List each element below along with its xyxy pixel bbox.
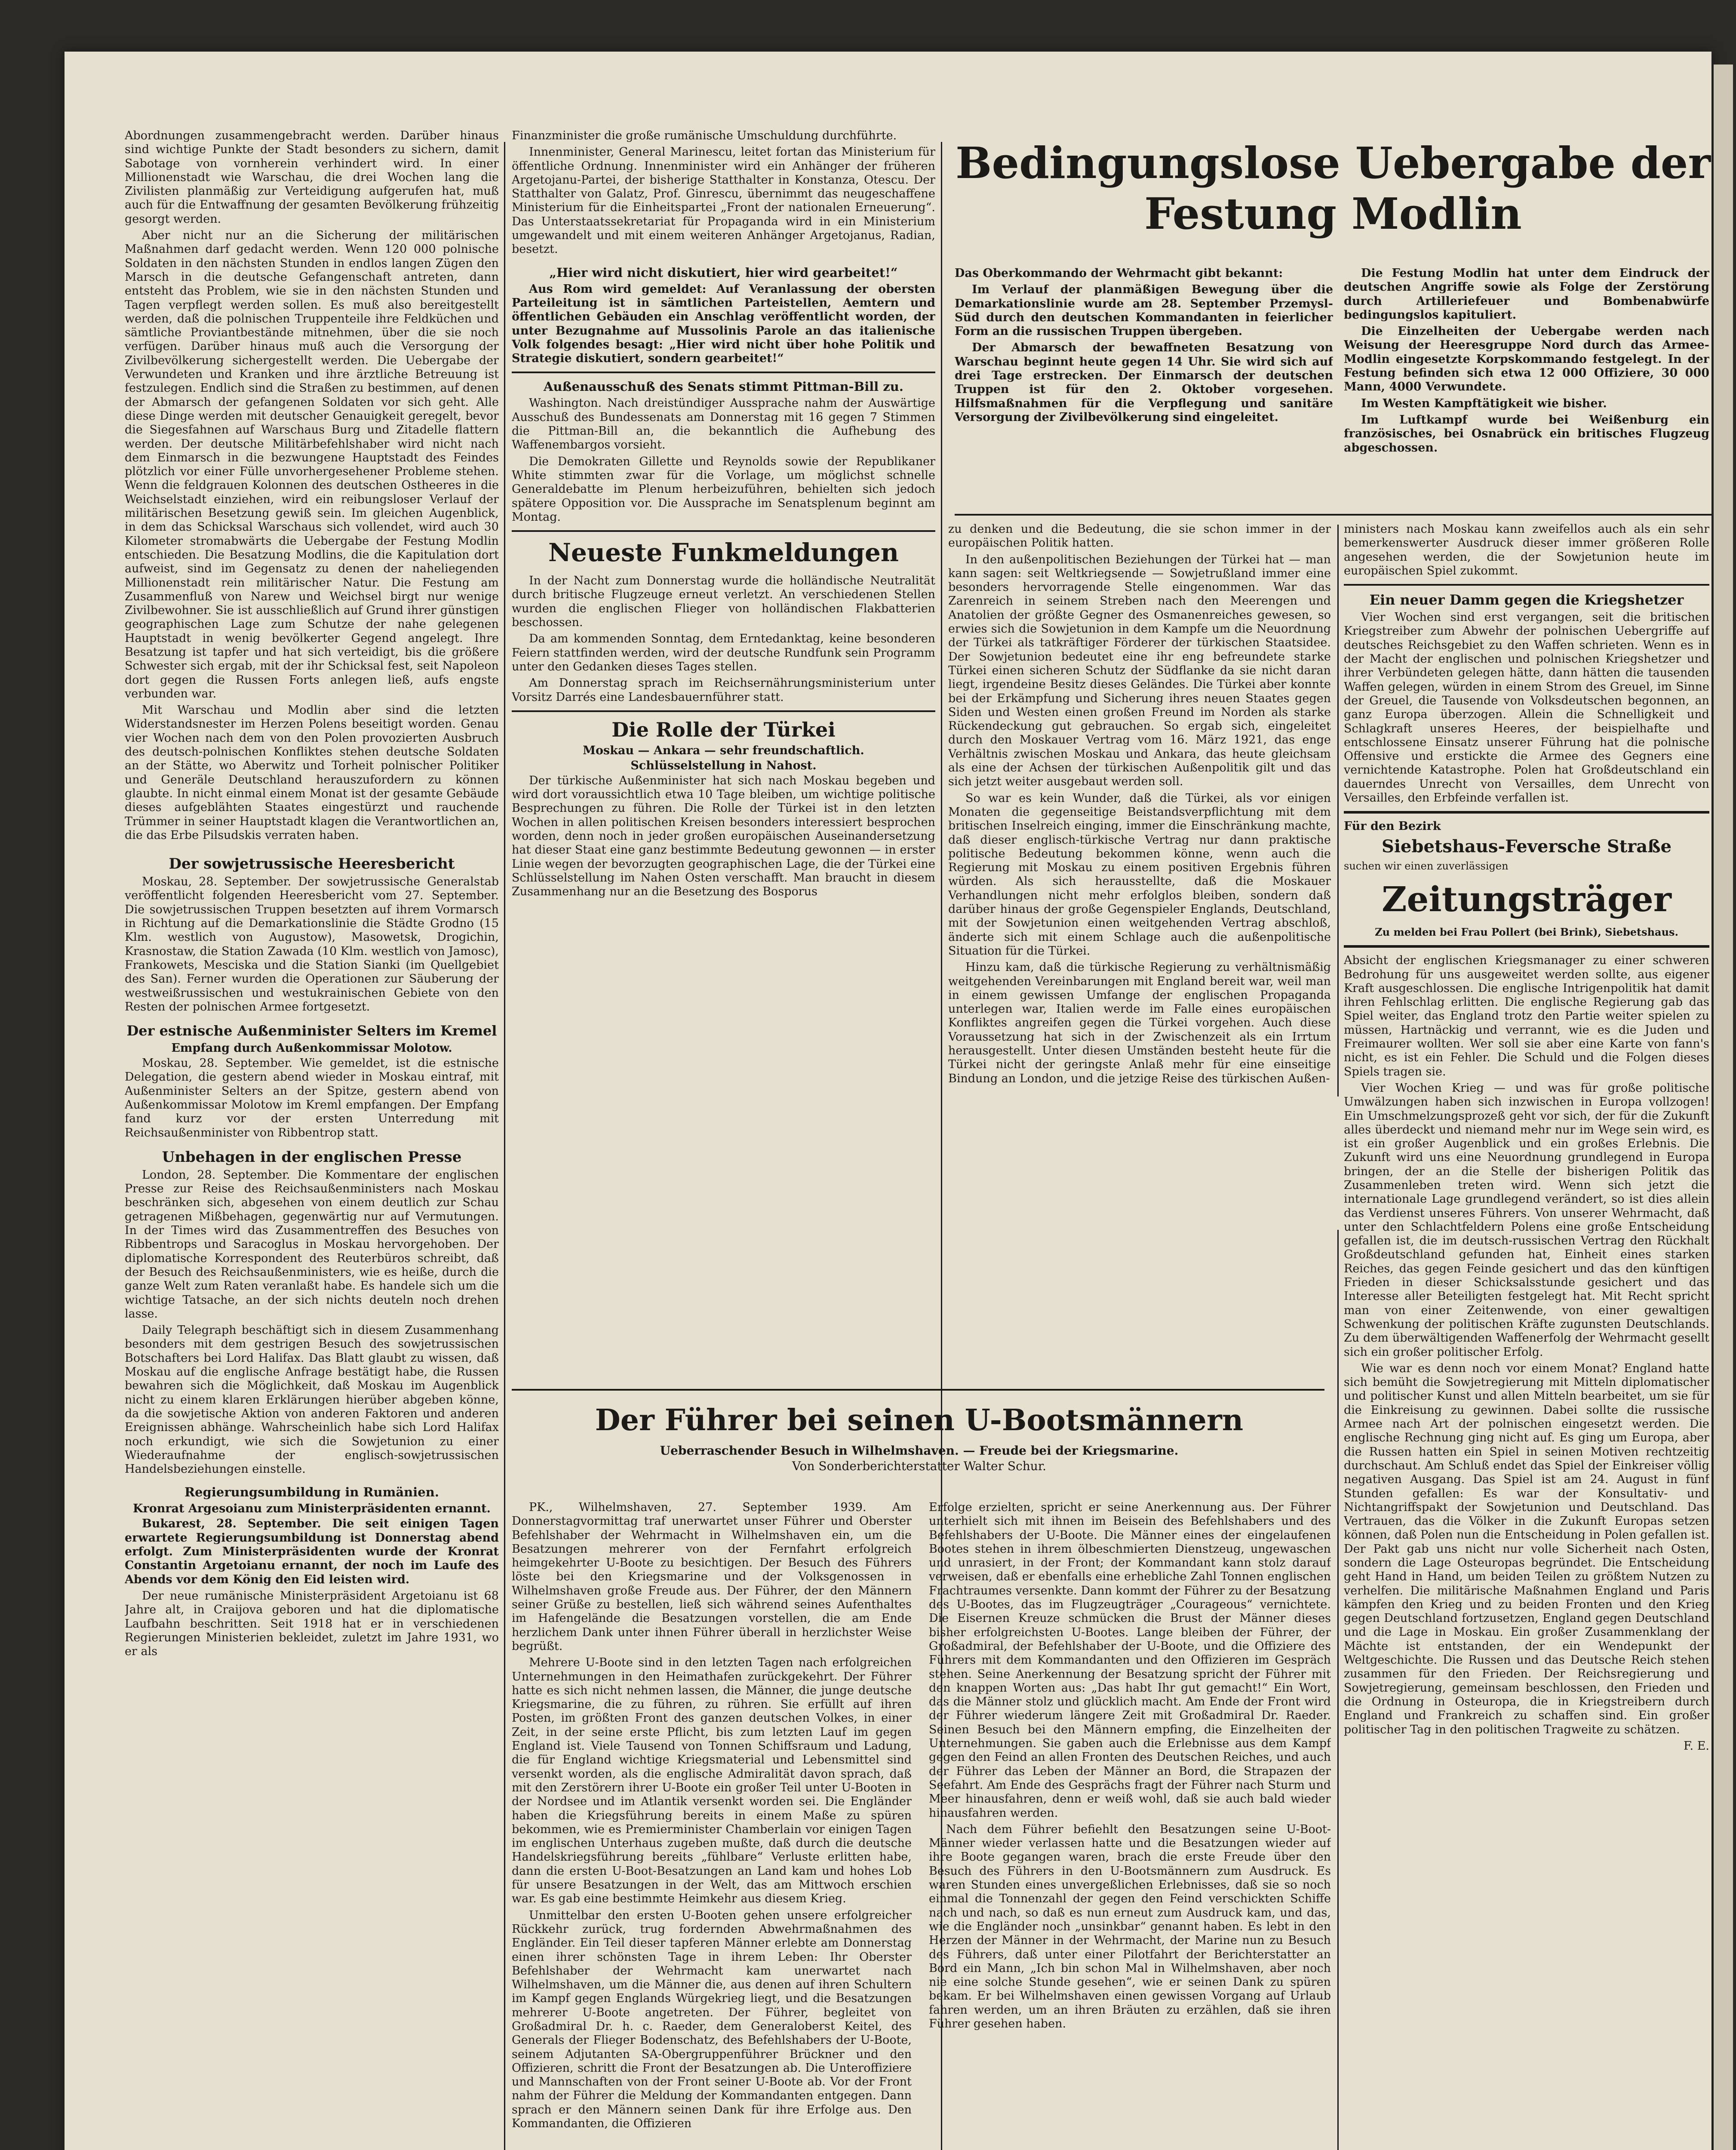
col2-paragraph-3: Aus Rom wird gemeldet: Auf Veranlassung der obersten Parteileitung ist in sämtlichen Parteistellen, Aemtern und öffentlichen Gebäuden ein Anschlag veröffentlicht worden, der unter Bezugnahme auf Mussolinis Parole an das italienische Volk folgendes besagt: „Hier wird nicht über hohe Politik und Strategie diskutiert, sondern gearbeitet!“ bbox=[512, 282, 935, 366]
col4-paragraph-4: Vier Wochen Krieg — und was für große politische Umwälzungen haben sich inzwischen in Europa vollzogen! Ein Umschmelzungsprozeß geht vor sich, der für die Zukunft alles überdeckt und niemand mehr nur im Wege sein wird, es ist ein großer Augenblick und ein großes Erlebnis. Die Zukunft wird uns eine Neuordnung grundlegend in Europa bringen, der an die Stelle der bisherigen Politik das Zusammenleben treten wird. Wenn sich jetzt die internationale Lage grundlegend verändert, so ist dies allein das Verdienst unseres Führers. Von unserer Wehrmacht, daß unter den Schlachtfeldern Polens eine große Entscheidung gefallen ist, die im deutsch-russischen Vertrag den Rückhalt Großdeutschland gefunden hat, Einheit eines starken Reiches, das gegen Feinde gesichert und das den künftigen Frieden in dieser Schicksalsstunde gesichert und das Interesse aller Beteiligten festgelegt hat. Mit Recht spricht man von einer Zeitenwende, von einer gewaltigen Schwenkung der politischen Kräfte zugunsten Deutschlands. Zu dem überwältigenden Waffenerfolg der Wehrmacht gesellt sich ein großer politischer Erfolg. bbox=[1344, 1081, 1709, 1359]
column-rule-4 bbox=[1337, 1230, 1339, 2150]
col4-ad-rule-bottom bbox=[1344, 945, 1709, 948]
col1-paragraph-1: Abordnungen zusammengebracht werden. Darüber hinaus sind wichtige Punkte der Stadt besonders zu sichern, damit Sabotage von vornherein verhindert wird. In einer Millionenstadt wie Warschau, die drei Wochen lang die Zivilisten planmäßig zur Verteidigung aufgerufen hat, muß auch für die Entwaffnung der gesamten Bevölkerung frühzeitig gesorgt werden. bbox=[125, 129, 499, 226]
col2-paragraph-5: Die Demokraten Gillette und Reynolds sowie der Republikaner White stimmten zwar für die Vorlage, um möglichst schnelle Generaldebatte im Plenum herbeizuführen, behielten sich jedoch spätere Opposition vor. Die Aussprache im Senatsplenum beginnt am Montag. bbox=[512, 455, 935, 524]
feature-rule bbox=[512, 1389, 1324, 1391]
column-3 bbox=[948, 522, 1331, 1378]
feature-paragraph-4: Erfolge erzielten, spricht er seine Anerkennung aus. Der Führer unterhielt sich mit ihnen im Beisein des Befehlshabers und des Befehlshabers der U-Boote. Die Männer eines der eingelaufenen Bootes stehen in ihrem ölbeschmierten Dienstzeug, ungewaschen und unrasiert, in der Front; der Kommandant kann stolz darauf verweisen, daß er ebenfalls eine erhebliche Zahl Tonnen englischen Frachtraumes versenkte. Dann kommt der Führer zu der Besatzung des U-Bootes, das im Flugzeugträger „Courageous“ vernichtete. Die Eisernen Kreuze schmücken die Brust der Männer dieses bisher erfolgreichsten U-Bootes. Lange bleiben der Führer, der Großadmiral, der Befehlshaber der U-Boote, und die Offiziere des Führers mit dem Kommandanten und den Offizieren im Gespräch stehen. Seine Anerkennung der Besatzung spricht der Führer mit den knappen Worten aus: „Das habt Ihr gut gemacht!“ Ein Wort, das die Männer stolz und glücklich macht. Am Ende der Front wird der Führer wiederum längere Zeit mit Großadmiral Dr. Raeder. Seinen Besuch bei den Männern empfing, die Einzelheiten der Unternehmungen. Sie gaben auch die Erlebnisse aus dem Kampf gegen den Feind an allen Fronten des Deutschen Reiches, und auch der Führer das Leben der Männer an Bord, die Strapazen der Seefahrt. Am Ende des Gesprächs fragt der Führer nach Sturm und Meer hinausfahren, denn er weiß wohl, daß sie auch bald wieder hinausfahren werden. bbox=[929, 1501, 1331, 1820]
feature-header bbox=[512, 1395, 1327, 1499]
modlin-paragraph-1: Das Oberkommando der Wehrmacht gibt bekannt: bbox=[955, 267, 1283, 280]
carrier-ad bbox=[1344, 820, 1709, 939]
col4-paragraph-5: Wie war es denn noch vor einem Monat? England hatte sich bemüht die Sowjetregierung mit Mitteln diplomatischer und politischer Kunst und allen Mitteln bearbeitet, um sie für die Einkreisung zu gewinnen. Dabei sollte die russische Armee nach Art der polnischen eingesetzt werden. Die englische Rechnung ging nicht auf. Es ging um Europa, aber die Russen hatten ein Spiel in seinen Motiven rechtzeitig durchschaut. Am Schluß endet das Spiel der Einkreiser völlig negativen Ausgang. Das Spiel ist am 24. August in fünf Stunden gefallen: Es war der Konsultativ- und Nichtangriffspakt der Sowjetunion und Deutschland. Das Vertrauen, das die Völker in die Zukunft Europas setzen können, daß Polen nun die Entscheidung in Polen gefallen ist. Der Pakt gab uns nicht nur volle Sicherheit nach Osten, sondern die Lage Osteuropas begründet. Die Entscheidung geht Hand in Hand, um beiden Teilen zu größtem Nutzen zu verhelfen. Die militärische Maßnahmen England und Paris kämpfen den Krieg und zu beiden Fronten und den Krieg gegen Deutschland fortzusetzen, England gegen Deutschland und die Lage in Moskau. Ein großer Zusammenklang der Mächte ist entstanden, der ein Wendepunkt der Weltgeschichte. Die Russen und das Deutsche Reich stehen zusammen für den Frieden. Der Reichsregierung und Sowjetregierung, gemeinsam beschlossen, den Frieden und die Ordnung in Osteuropa, die in Kriegstreibern durch England und Frankreich zu schaffen sind. Ein großer politischer Tag in den politischen Tragweite zu schätzen. bbox=[1344, 1361, 1709, 1736]
col1-paragraph-6: London, 28. September. Die Kommentare der englischen Presse zur Reise des Reichsaußenministers nach Moskau beschränken sich, abgesehen von einem deutlich zur Schau getragenen Mißbehagen, gegenwärtig nur auf Vermutungen. In der Times wird das Zusammentreffen des Besuches von Ribbentrops und Saracoglus in Moskau hervorgehoben. Der diplomatische Korrespondent des Reuterbüros schreibt, daß der Besuch des Reichsaußenministers, wie es heiße, durch die ganze Welt zum Raten veranlaßt habe. Es handele sich um die wichtige Tatsache, an der sich nichts deuteln noch drehen lasse. bbox=[125, 1168, 499, 1321]
column-2-top bbox=[512, 129, 935, 1380]
col1-headline-selters: Der estnische Außenminister Selters im Kremel bbox=[126, 1023, 497, 1039]
feature-paragraph-2: Mehrere U-Boote sind in den letzten Tagen nach erfolgreichen Unternehmungen in den Heimathafen zurückgekehrt. Der Führer hatte es sich nicht nehmen lassen, die Männer, die junge deutsche Kriegsmarine, die zu führen, zu rühren. Sie erfüllt auf ihren Posten, im größten Front des ganzen deutschen Volkes, in einer Zeit, in der seine erste Pflicht, bis zum letzten Lauf im gegen England ist. Viele Tausend von Tonnen Schiffsraum und Ladung, die für England wichtige Kriegsmaterial und Lebensmittel sind versenkt worden, als die englische Admiralität davon sprach, daß mit den Zerstörern ihrer U-Boote ein großer Teil unter U-Booten in der Nordsee und im Atlantik versenkt worden sei. Die Engländer haben die Kriegsführung bereits in einem Maße zu spüren bekommen, wie es Premierminister Chamberlain vor einigen Tagen im englischen Unterhaus zugeben mußte, daß durch die deutsche Handelskriegsführung bereits „fühlbare“ Verluste erlitten habe, dann die ersten U-Boot-Besatzungen an Land kam und hohes Lob für unsere Besatzungen in der Welt, das am Mittwoch erschien war. Es gab eine bestimmte Heimkehr aus diesem Krieg. bbox=[512, 1656, 912, 1906]
col1-subhead-rumaenien: Kronrat Argesoianu zum Ministerpräsidenten ernannt. bbox=[133, 1502, 491, 1516]
col1-paragraph-7: Daily Telegraph beschäftigt sich in diesem Zusammenhang besonders mit dem gestrigen Besuch des sowjetrussischen Botschafters bei Lord Halifax. Das Blatt glaubt zu wissen, daß Moskau auf die englische Anfrage bestätigt habe, die Russen bewahren sich die Möglichkeit, daß Moskau im Augenblick nicht zu einem klaren Erklärungen hierüber abgeben könne, da die sowjetische Aktion von anderen Faktoren und anderen Ereignissen abhänge. Wahrscheinlich habe sich Lord Halifax noch erkundigt, wie sich die Sowjetunion zu einer Wiederaufnahme der englisch-sowjetrussischen Handelsbeziehungen einstelle. bbox=[125, 1324, 499, 1476]
column-3-top bbox=[955, 267, 1333, 512]
col1-paragraph-3: Mit Warschau und Modlin aber sind die letzten Widerstandsnester im Herzen Polens beseitigt worden. Genau vier Wochen nach dem von den Polen provozierten Ausbruch des deutsch-polnischen Konfliktes stehen deutsche Soldaten an der Stätte, wo Aberwitz und Torheit polnischer Politiker und Generäle Deutschland herauszufordern zu können glaubte. In nicht einmal einem Monat ist der gesamte Gebäude dieses aufgeblähten Staates eingestürzt und rauchende Trümmer in seiner Hauptstadt klagen die Verantwortlichen an, die das Erbe Pilsudskis verraten haben. bbox=[125, 703, 499, 842]
modlin-paragraph-3: Der Abmarsch der bewaffneten Besatzung von Warschau beginnt heute gegen 14 Uhr. Sie wird sich auf drei Tage erstrecken. Der Einmarsch der deutschen Truppen ist für den 2. Oktober vorgesehen. Hilfsmaßnahmen für die Verpflegung und sanitäre Versorgung der Zivilbevölkerung sind eingeleitet. bbox=[955, 341, 1333, 424]
ad-line-1: Für den Bezirk bbox=[1344, 820, 1441, 833]
col4-paragraph-2: Vier Wochen sind erst vergangen, seit die britischen Kriegstreiber zum Abwehr der polnischen Uebergriffe auf deutsches Reichsgebiet zu den Waffen schrieten. Wenn es in der Macht der englischen und polnischen Kriegshetzer und ihrer Verbündeten gelegen hätte, dann hätten die tausenden Waffen gelegen, würden in einem Strom des Greuel, im Sinne der Greuel, die Tausende von Volksdeutschen begonnen, an ganz Europa überzogen. Allein die Schnelligkeit und Schlagkraft unseres Heeres, der beispielhafte und entschlossene Einsatz unserer Führung hat die polnische Offensive und erstickte die Armee des Gegners eine vernichtende Katastrophe. Polen hat Großdeutschland ein dauerndes Unrecht von Versailles, dem Unrecht von Versailles, den Erbfeinde verfallen ist. bbox=[1344, 611, 1709, 805]
feature-paragraph-3: Unmittelbar den ersten U-Booten gehen unsere erfolgreicher Rückkehr zurück, trug fordernden Abwehrmaßnahmen des Engländer. Ein Teil dieser tapferen Männer erlebte am Donnerstag einen ihrer schönsten Tage in ihrem Leben: Ihr Oberster Befehlshaber der Wehrmacht kam unerwartet nach Wilhelmshaven, um die Männer die, aus denen auf ihren Schultern im Kampf gegen Englands Würgekrieg liegt, und die Besatzungen mehrerer U-Boote angetreten. Der Führer, begleitet von Großadmiral Dr. h. c. Raeder, dem Generaloberst Keitel, des Generals der Flieger Bodenschatz, des Befehlshabers der U-Boote, seinem Adjutanten SA-Obergruppenführer Brückner und den Offizieren, schritt die Front der Besatzungen ab. Die Unteroffiziere und Mannschaften von der Front seiner U-Boote ab. Vor der Front nahm der Führer die Meldung der Kommandanten entgegen. Dann sprach er den Männern seinen Dank für ihre Erfolge aus. Den Kommandanten, die Offizieren bbox=[512, 1908, 912, 2131]
modlin-headline: Bedingungslose Uebergabe der Festung Modlin bbox=[955, 138, 1711, 239]
col2-paragraph-9: Der türkische Außenminister hat sich nach Moskau begeben und wird dort voraussichtlich etwa 10 Tage bleiben, um wichtige politische Besprechungen zu führen. Die Rolle der Türkei ist in den letzten Wochen in allen politischen Kreisen besonders interessiert besprochen worden, denn noch in jeder großen europäischen Auseinandersetzung hat dieser Staat eine ganz bestimmte Bedeutung gewonnen — in erster Linie wegen der bevorzugten geographischen Lage, die der Türkei eine Schlüsselstellung im Nahen Osten verschafft. Man braucht in diesem Zusammenhang nur an die Besetzung des Bosporus bbox=[512, 774, 935, 899]
col2-paragraph-4: Washington. Nach dreistündiger Aussprache nahm der Auswärtige Ausschuß des Bundessenats am Donnerstag mit 16 gegen 7 Stimmen die Pittman-Bill an, die bekanntlich die Aufhebung des Waffenembargos vorsieht. bbox=[512, 396, 935, 452]
page-edge bbox=[1714, 64, 1733, 2150]
col4-paragraph-3: Absicht der englischen Kriegsmanager zu einer schweren Bedrohung für uns ausgeweitet werden sollte, aus eigener Kraft ausgeschlossen. Die englische Intrigenpolitik hat damit ihren Fehlschlag erlitten. Die englische Regierung gab das Spiel weiter, das England trotz den Partie weiter spielen zu müssen, Hartnäckig und verrannt, wie es die Juden und Freimaurer wollten. Wer soll sie aber eine Karte von fann's nicht, es ist ein Fehler. Die Schuld und die Folgen dieses Spiels tragen sie. bbox=[1344, 954, 1709, 1078]
feature-column-b bbox=[929, 1501, 1331, 2150]
col1-paragraph-5: Moskau, 28. September. Wie gemeldet, ist die estnische Delegation, die gestern abend wieder in Moskau eintraf, mit Außenminister Selters an der Spitze, gestern abend von Außenkommissar Molotow im Kreml empfangen. Der Empfang fand kurz vor der ersten Unterredung mit Reichsaußenminister von Ribbentrop statt. bbox=[125, 1057, 499, 1140]
col4-headline-damm: Ein neuer Damm gegen die Kriegshetzer bbox=[1369, 592, 1684, 608]
col1-headline-rumaenien: Regierungsumbildung in Rumänien. bbox=[184, 1485, 439, 1500]
col1-headline-presse: Unbehagen in der englischen Presse bbox=[162, 1148, 462, 1166]
col2-paragraph-2: Innenminister, General Marinescu, leitet fortan das Ministerium für öffentliche Ordnung. Innenminister wird ein Anhänger der früheren Argetojanu-Partei, der bisherige Statthalter in Konstanza, Otescu. Der Statthalter von Galatz, Prof. Ginrescu, übernimmt das neugeschaffene Ministerium für die Einheitspartei „Front der nationalen Erneuerung“. Das Unterstaatssekretariat für Propaganda wird in ein Ministerium umgewandelt und mit einem weiteren Anhänger Argetojanus, Radian, besetzt. bbox=[512, 145, 935, 256]
column-rule-3 bbox=[1337, 525, 1339, 1096]
col3-paragraph-4: Hinzu kam, daß die türkische Regierung zu verhältnismäßig weitgehenden Vereinbarungen mit England bereit war, weil man in einem gewissen Umfange der englischen Propaganda unterlegen war, Italien werde im Falle eines europäischen Konfliktes angreifen gegen die Türkei vorgehen. Auch diese Voraussetzung hat sich in der Zwischenzeit als ein Irrtum herausgestellt. Unter diesen Umständen besteht heute für die Türkei nicht der geringste Anlaß mehr für eine einseitige Bindung an London, und die jetzige Reise des türkischen Außen- bbox=[948, 961, 1331, 1085]
col1-headline-heeresbericht: Der sowjetrussische Heeresbericht bbox=[169, 855, 455, 873]
col2-headline-pittman: Außenausschuß des Senats stimmt Pittman-Bill zu. bbox=[544, 379, 903, 394]
col2-rule-1 bbox=[512, 372, 935, 373]
feature-subtitle: Ueberraschender Besuch in Wilhelmshaven. — Freude bei der Kriegsmarine. bbox=[660, 1444, 1179, 1458]
col3-paragraph-1: zu denken und die Bedeutung, die sie schon immer in der europäischen Politik hatten. bbox=[948, 522, 1331, 550]
col4-ad-rule-top bbox=[1344, 811, 1709, 814]
col2-rule-3 bbox=[512, 710, 935, 712]
col2-subhead-tuerkei-1: Moskau — Ankara — sehr freundschaftlich. bbox=[583, 743, 864, 757]
modlin-paragraph-6: Im Westen Kampftätigkeit wie bisher. bbox=[1361, 396, 1607, 410]
col4-rule-1 bbox=[1344, 584, 1709, 586]
col4-paragraph-1: ministers nach Moskau kann zweifellos auch als ein sehr bemerkenswerter Ausdruck dieser immer größeren Rolle angesehen werden, die der Sowjetunion heute im europäischen Spiel zukommt. bbox=[1344, 522, 1709, 577]
modlin-paragraph-2: Im Verlauf der planmäßigen Bewegung über die Demarkationslinie wurde am 28. September Przemysl-Süd durch den deutschen Kommandanten in feierlicher Form an die russischen Truppen übergeben. bbox=[955, 283, 1333, 338]
col3-paragraph-3: So war es kein Wunder, daß die Türkei, als vor einigen Monaten die gegenseitige Beistandsverpflichtung mit dem britischen Inselreich einging, immer die Einschränkung machte, daß dieser englisch-türkische Vertrag nur dann praktische politische Bedeutung bekommen könne, wenn auch die Regierung mit Moskau zu einem positiven Ergebnis führen würden. Als sich herausstellte, daß die Moskauer Verhandlungen nicht mehr erfolglos bleiben, sondern daß darüber hinaus der große Gegenspieler Englands, Deutschland, mit der Sowjetunion einen weitgehenden Vertrag abschloß, änderte sich mit einem Schlage auch die außenpolitische Situation für die Türkei. bbox=[948, 791, 1331, 958]
col2-rule-2 bbox=[512, 530, 935, 532]
col2-subhead-tuerkei-2: Schlüsselstellung in Nahost. bbox=[630, 759, 817, 772]
col2-paragraph-7: Da am kommenden Sonntag, dem Erntedanktag, keine besonderen Feiern stattfinden werden, wird der deutsche Rundfunk sein Programm unter den Gedanken dieses Tages stellen. bbox=[512, 632, 935, 673]
col1-subhead-selters: Empfang durch Außenkommissar Molotow. bbox=[171, 1041, 452, 1055]
col2-paragraph-6: In der Nacht zum Donnerstag wurde die holländische Neutralität durch britische Flugzeuge erneut verletzt. An verschiedenen Stellen wurden die englischen Flieger von holländischen Flakbatterien beschossen. bbox=[512, 574, 935, 630]
ad-line-3: suchen wir einen zuverlässigen bbox=[1344, 860, 1509, 872]
col2-headline-tuerkei: Die Rolle der Türkei bbox=[611, 718, 836, 741]
column-4 bbox=[1344, 522, 1709, 2150]
col2-paragraph-1: Finanzminister die große rumänische Umschuldung durchführte. bbox=[512, 129, 897, 142]
col2-headline-italien: „Hier wird nicht diskutiert, hier wird gearbeitet!“ bbox=[549, 265, 898, 280]
ad-line-4: Zeitungsträger bbox=[1382, 878, 1671, 919]
modlin-paragraph-5: Die Einzelheiten der Uebergabe werden nach Weisung der Heeresgruppe Nord durch das Armee-Modlin eingesetzte Korpskommando festgelegt. In der Festung befinden sich etwa 12 000 Offiziere, 30 000 Mann, 4000 Verwundete. bbox=[1344, 325, 1709, 394]
feature-paragraph-5: Nach dem Führer befiehlt den Besatzungen seine U-Boot-Männer wieder verlassen hatte und die Besatzungen wieder auf ihre Boote gegangen waren, brach die erste Freude über den Besuch des Führers in den U-Bootsmännern zum Ausdruck. Es waren Stunden eines unvergeßlichen Erlebnisses, daß sie so noch einmal die Tonnenzahl der gegen den Feind verschickten Schiffe nach und nach, so daß es nun erneut zum Ausdruck kam, und das, wie die Engländer noch „unsinkbar“ genannt haben. Es lebt in den Herzen der Männer in der Wehrmacht, der Marine nun zu Besuch des Führers, daß unter einer Pilotfahrt der Berichterstatter an Bord ein Mann, „Ich bin schon Mal in Wilhelmshaven, aber noch nie eine solche Stunde gesehen“, wie er seinen Dank zu spüren bekam. Er bei Wilhelmshaven einen gewissen Vorgang auf Urlaub fahren werden, um an ihren Bräuten zu erzählen, daß sie ihren Führer gesehen haben. bbox=[929, 1822, 1331, 2030]
modlin-paragraph-4: Die Festung Modlin hat unter dem Eindruck der deutschen Angriffe sowie als Folge der Zerstörung durch Artilleriefeuer und Bombenabwürfe bedingungslos kapituliert. bbox=[1344, 267, 1709, 322]
feature-title: Der Führer bei seinen U-Bootsmännern bbox=[595, 1403, 1244, 1437]
ad-line-2: Siebetshaus-Feversche Straße bbox=[1381, 836, 1672, 857]
col2-headline-funkmeldungen: Neueste Funkmeldungen bbox=[548, 538, 899, 568]
column-1 bbox=[125, 129, 499, 2150]
col1-paragraph-8: Bukarest, 28. September. Die seit einigen Tagen erwartete Regierungsumbildung ist Donnerstag abend erfolgt. Zum Ministerpräsidenten wurde der Kronrat Constantin Argetoianu ernannt, der noch im Laufe des Abends vor dem König den Eid leisten wird. bbox=[125, 1517, 499, 1586]
column-rule-1 bbox=[504, 142, 505, 2150]
feature-byline: Von Sonderberichterstatter Walter Schur. bbox=[792, 1459, 1047, 1473]
modlin-paragraph-7: Im Luftkampf wurde bei Weißenburg ein französisches, bei Osnabrück ein britisches Flugzeug abgeschossen. bbox=[1344, 413, 1709, 455]
feature-paragraph-1: PK., Wilhelmshaven, 27. September 1939. Am Donnerstagvormittag traf unerwartet unser Führer und Oberster Befehlshaber der Wehrmacht in Wilhelmshaven ein, um die Besatzungen mehrerer von der Fernfahrt erfolgreich heimgekehrter U-Boote zu besichtigen. Der Besuch des Führers löste bei den Kriegsmarine und der Volksgenossen in Wilhelmshaven große Freude aus. Der Führer, der den Männern seiner Grüße zu bestellen, ließ sich während seines Aufenthaltes im Hafengelände die Besatzungen vorstellen, die am Ende herzlichem Dank unter ihnen Führer überall in herzlichster Weise begrüßt. bbox=[512, 1501, 912, 1653]
col1-paragraph-9: Der neue rumänische Ministerpräsident Argetoianu ist 68 Jahre alt, in Craijova geboren und hat die diplomatische Laufbahn beschritten. Seit 1918 hat er in verschiedenen Regierungen Ministerien bekleidet, zuletzt im Jahre 1931, wo er als bbox=[125, 1589, 499, 1659]
col4-signature: F. E. bbox=[1684, 1739, 1709, 1753]
ad-line-5: Zu melden bei Frau Pollert (bei Brink), Siebetshaus. bbox=[1375, 925, 1678, 938]
col1-paragraph-2: Aber nicht nur an die Sicherung der militärischen Maßnahmen darf gedacht werden. Wenn 120 000 polnische Soldaten in den nächsten Stunden in endlos langen Zügen den Marsch in die deutsche Gefangenschaft antreten, dann entsteht das Problem, wie sie in den nächsten Stunden und Tagen verpflegt werden sollen. Es muß also bereitgestellt werden, daß die polnischen Truppenteile ihre Feldküchen und sämtliche Proviantbestände mitnehmen, über die sie noch verfügen. Darüber hinaus muß auch die Versorgung der Zivilbevölkerung sichergestellt werden. Die Uebergabe der Verwundeten und Kranken und ihre ärztliche Betreuung ist festzulegen. Endlich sind die Straßen zu bestimmen, auf denen der Abmarsch der gefangenen Soldaten vor sich geht. Alle diese Dinge werden mit deutscher Genauigkeit geregelt, bevor die Siegesfahnen auf Warschaus Burg und Zitadelle flattern werden. Der deutsche Militärbefehlshaber wird nicht nach dem Einmarsch in die bezwungene Hauptstadt des Feindes plötzlich vor einer Fülle unvorhergesehener Probleme stehen. Wenn die feldgrauen Kolonnen des deutschen Ostheeres in die Weichselstadt einziehen, wird ein reibungsloser Verlauf der militärischen Besetzung gewiß sein. Im gleichen Augenblick, in dem das Schicksal Warschaus sich vollendet, wird auch 30 Kilometer stromabwärts die Uebergabe der Festung Modlin entschieden. Die Besatzung Modlins, die die Kapitulation dort aufweist, sind im Gegensatz zu denen der naheliegenden Millionenstadt rein militärischer Natur. Die Festung am Zusammenfluß von Narew und Weichsel birgt nur wenige Zivilbewohner. Sie ist ausschließlich auf Grund ihrer günstigen geographischen Lage zum Schutze der nahe gelegenen Hauptstadt in wenig bevölkerter Gegend angelegt. Ihre Besatzung ist tapfer und hat sich verteidigt, bis die größere Schwester sich ergab, mit der ihr Schicksal fest, seit Napoleon dort gegen die Russen Forts anlegen ließ, aufs engste verbunden war. bbox=[125, 229, 499, 700]
col3-paragraph-2: In den außenpolitischen Beziehungen der Türkei hat — man kann sagen: seit Weltkriegsende — Sowjetrußland immer eine besonders hervorragende Stelle eingenommen. War das Zarenreich in seinem Streben nach den Meerengen und Anatolien der größte Gegner des Osmanenreiches gewesen, so erwies sich die Sowjetunion in dem Kampfe um die Neuordnung der Türkei als tatkräftiger Förderer der türkischen Staatsidee. Der Sowjetunion bedeutet eine ihr eng befreundete starke Türkei einen sicheren Schutz der Südflanke da sie nicht daran liegt, irgendeine Besitz dieses Geländes. Die Türkei aber konnte bei der Erkämpfung und Sicherung ihres neuen Staates gegen Siden und Westen einen großen Freund im Norden als starke Rückendeckung gut gebrauchen. So ergab sich, eingeleitet durch den Moskauer Vertrag vom 16. März 1921, das enge Verhältnis zwischen Moskau und Ankara, das heute gleichsam als eine der Achsen der türkischen Außenpolitik gilt und das sich jetzt weiter ausgebaut werden soll. bbox=[948, 553, 1331, 789]
feature-column-a bbox=[512, 1501, 912, 2150]
col1-paragraph-4: Moskau, 28. September. Der sowjetrussische Generalstab veröffentlicht folgenden Heeresbericht vom 27. September. Die sowjetrussischen Truppen besetzten auf ihrem Vormarsch in Richtung auf die Demarkationslinie die Städte Grodno (15 Klm. westlich von Augustow), Masowetsk, Drogichin, Krasnostaw, die Station Zawada (10 Klm. westlich von Jamosc), Frankowets, Mesciska und die Station Sianki (im Quellgebiet des San). Ferner wurden die Operationen zur Säuberung der westweißrussischen und westukrainischen Gebiete von den Resten der polnischen Armee fortgesetzt. bbox=[125, 875, 499, 1014]
col2-paragraph-8: Am Donnerstag sprach im Reichsernährungsministerium unter Vorsitz Darrés eine Landesbauernführer statt. bbox=[512, 676, 935, 704]
column-4-top bbox=[1344, 267, 1709, 512]
